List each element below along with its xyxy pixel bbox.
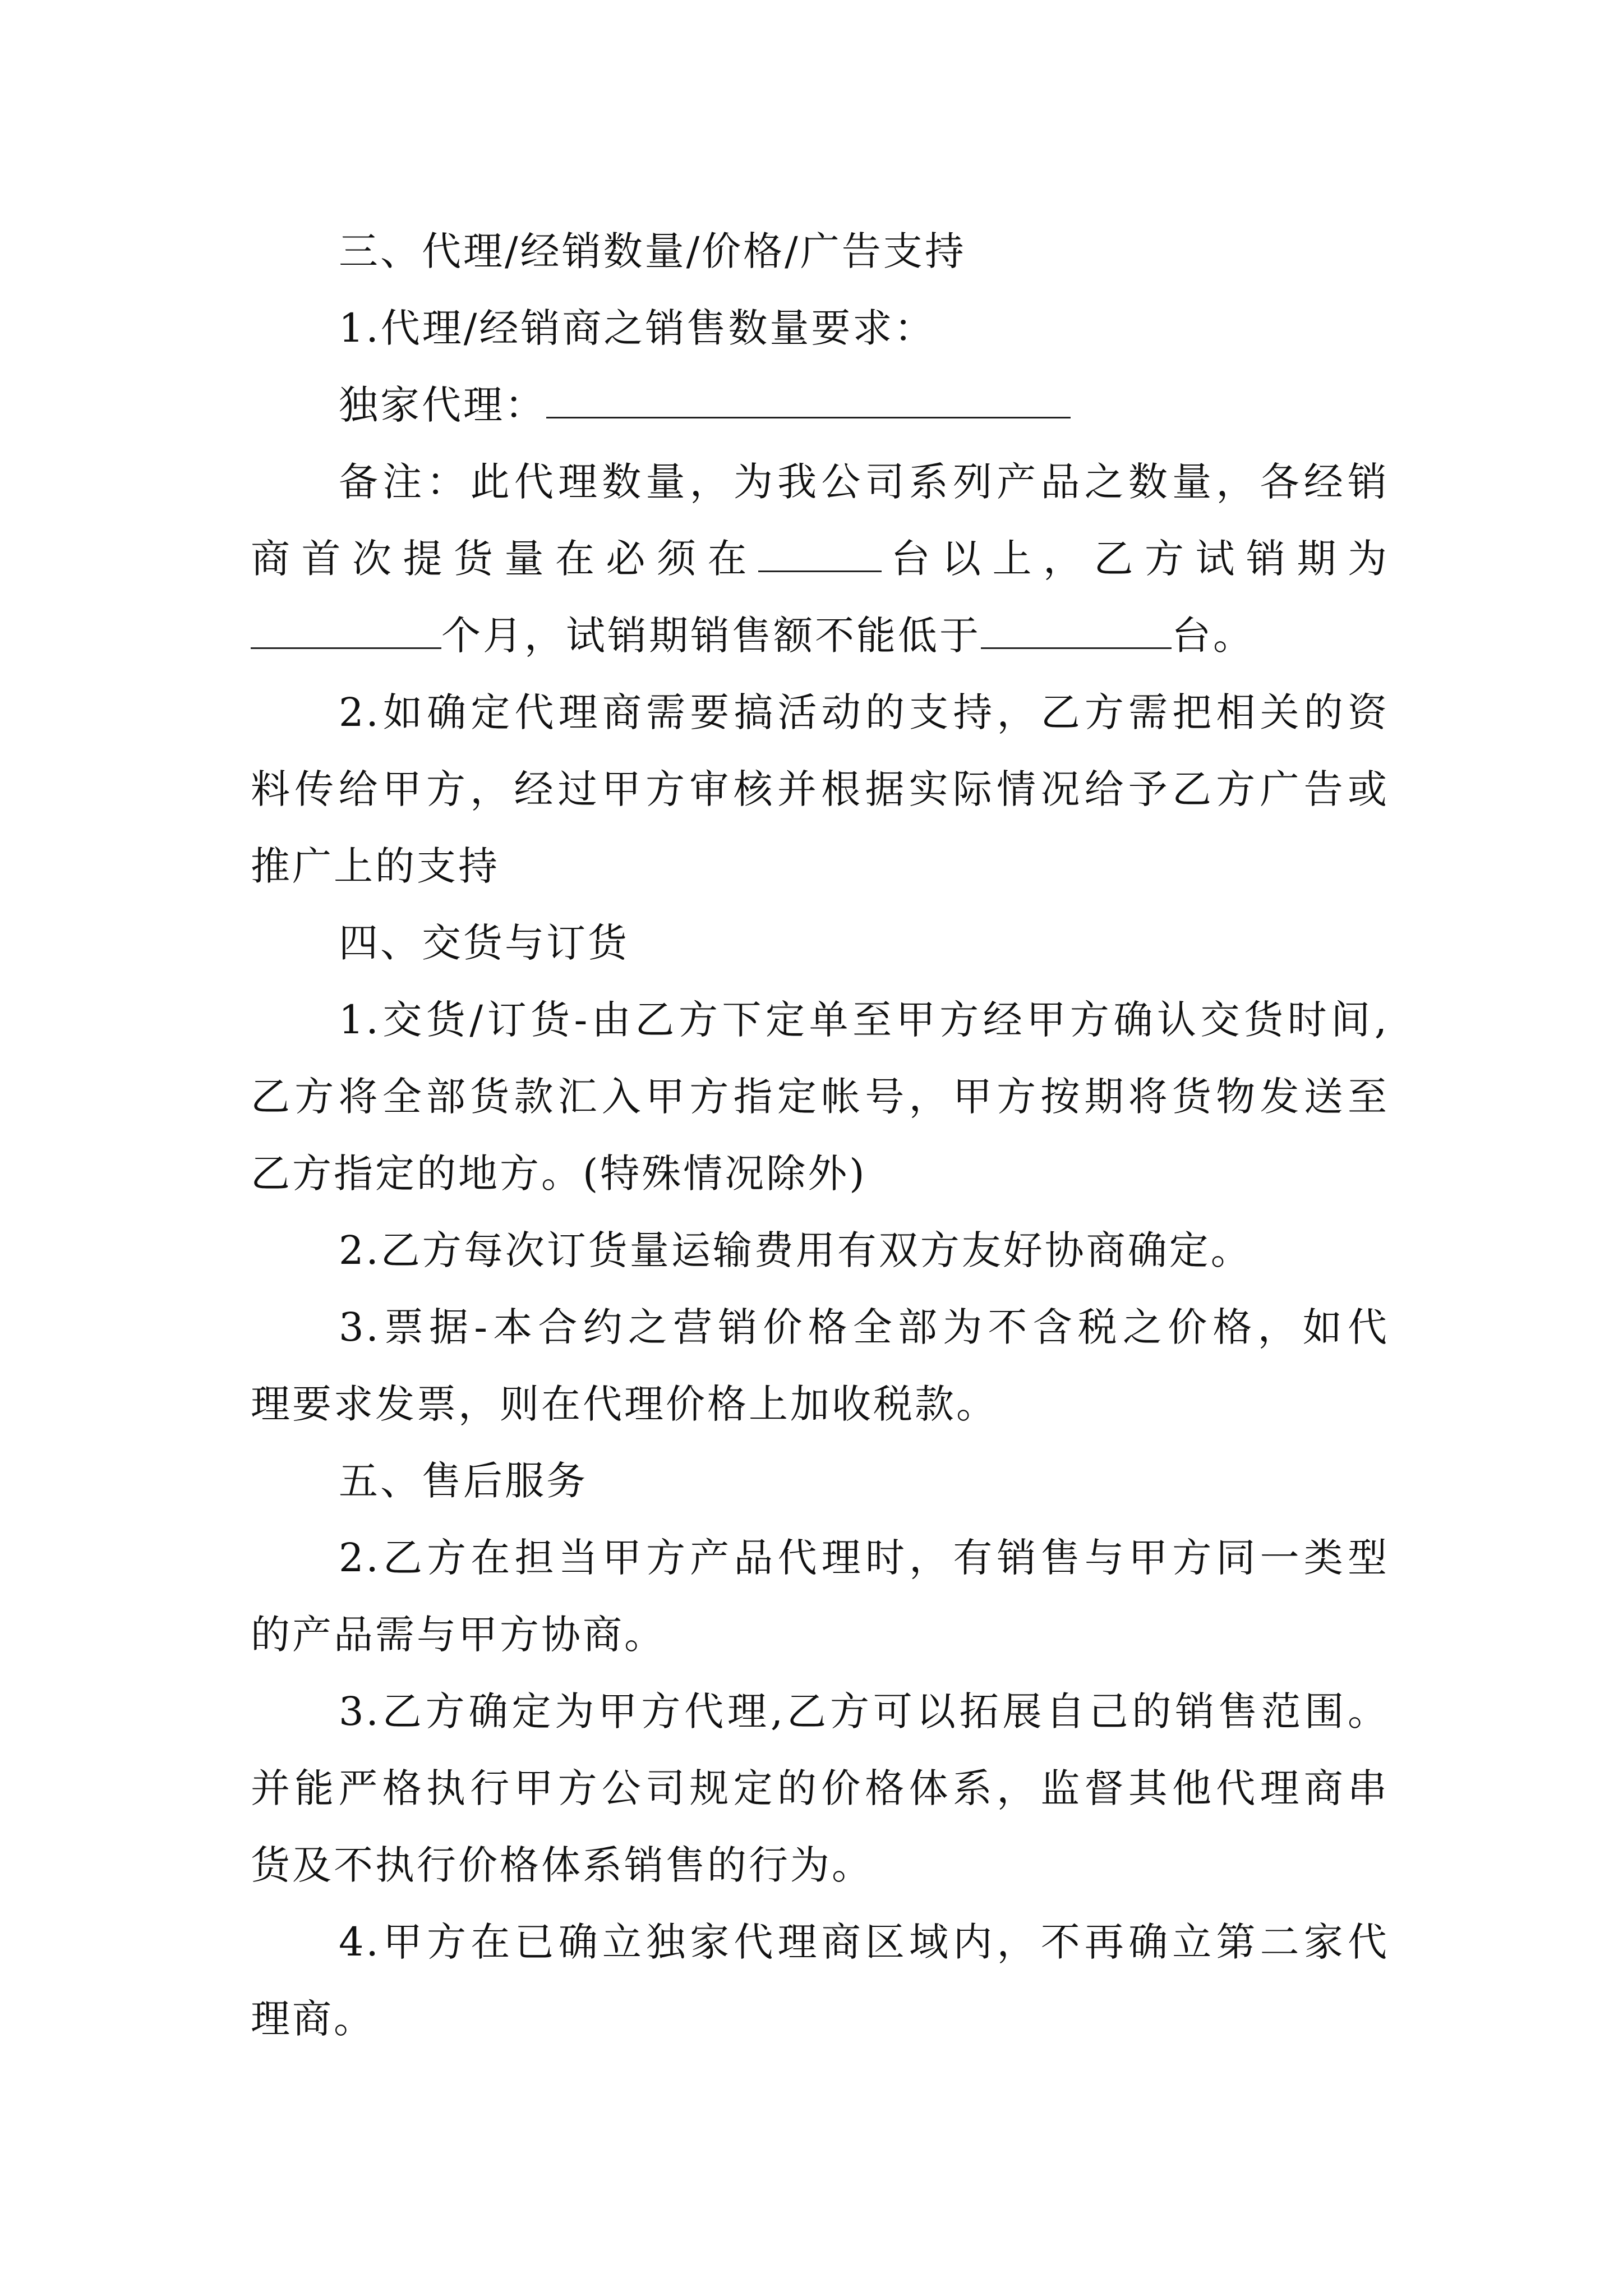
trial-sales-min-blank[interactable]: [981, 614, 1172, 649]
section-3-item-2-line-3: [251, 828, 1389, 905]
remark-line-3-text-a: 个月，试销期销售额不能低于: [441, 613, 981, 659]
remark-line-3-text-b: 台。: [1172, 613, 1255, 659]
section-5-item-3: [251, 1673, 1389, 1904]
first-order-qty-blank[interactable]: [758, 537, 882, 572]
section-3-item-2-line-2: [251, 751, 1389, 828]
section-4-item-1-line-3-text: 乙方指定的地方。(特殊情况除外): [251, 1151, 867, 1197]
section-3-item-1-text: 1.代理/经销商之销售数量要求：: [339, 305, 936, 351]
section-4-heading-text: 四、交货与订货: [339, 920, 629, 966]
section-4-item-2: [251, 1212, 1389, 1289]
section-4-item-3-line-1-text: 3.票据-本合约之营销价格全部为不含税之价格，如代: [339, 1304, 1389, 1350]
section-5-item-4-line-2-text: 理商。: [251, 1996, 375, 2042]
section-4-heading: [251, 905, 1389, 982]
section-4-item-1-line-2: [251, 1059, 1389, 1135]
section-5-item-3-line-3-text: 货及不执行价格体系销售的行为。: [251, 1842, 873, 1888]
section-5-item-3-line-1-text: 3.乙方确定为甲方代理,乙方可以拓展自己的销售范围。: [339, 1688, 1389, 1734]
section-4-item-2-text: 2.乙方每次订货量运输费用有双方友好协商确定。: [339, 1227, 1252, 1273]
trial-period-blank[interactable]: [251, 614, 441, 649]
remark-line-2-text-b: 台以上，乙方试销期为: [882, 536, 1389, 582]
remark-line-3: [251, 597, 1389, 674]
section-5-item-2-line-2-text: 的产品需与甲方协商。: [251, 1612, 666, 1658]
section-4-item-1-line-1: [251, 982, 1389, 1059]
section-5-item-3-line-1: [251, 1673, 1389, 1750]
section-4-item-3-line-2: [251, 1366, 1389, 1443]
section-5-item-2: [251, 1520, 1389, 1673]
section-3-item-1: [251, 290, 1389, 367]
section-3-heading: [251, 213, 1389, 290]
section-3-item-2-line-3-text: 推广上的支持: [251, 843, 500, 889]
section-5-item-2-line-1: [251, 1520, 1389, 1596]
remark-line-1-text: 备注：此代理数量，为我公司系列产品之数量，各经销: [339, 459, 1389, 505]
section-5-item-2-line-1-text: 2.乙方在担当甲方产品代理时，有销售与甲方同一类型: [339, 1535, 1389, 1581]
section-3-item-2-line-1-text: 2.如确定代理商需要搞活动的支持，乙方需把相关的资: [339, 689, 1389, 735]
section-5-item-4-line-1-text: 4.甲方在已确立独家代理商区域内，不再确立第二家代: [339, 1919, 1389, 1965]
section-4-item-3: [251, 1289, 1389, 1443]
section-3-item-2: [251, 674, 1389, 905]
section-5-item-3-line-2: [251, 1750, 1389, 1827]
section-4-item-1-line-2-text: 乙方将全部货款汇入甲方指定帐号，甲方按期将货物发送至: [251, 1074, 1389, 1120]
section-4-item-3-line-2-text: 理要求发票，则在代理价格上加收税款。: [251, 1381, 998, 1427]
section-5-item-4-line-2: [251, 1981, 1389, 2058]
section-5-item-4-line-1: [251, 1904, 1389, 1981]
section-3-item-2-line-1: [251, 674, 1389, 751]
section-5-item-2-line-2: [251, 1596, 1389, 1673]
section-4-item-1: [251, 982, 1389, 1212]
remark-line-1: [251, 444, 1389, 521]
remark-line-2: [251, 521, 1389, 597]
section-4-item-1-line-1-text: 1.交货/订货-由乙方下定单至甲方经甲方确认交货时间,: [339, 997, 1389, 1043]
section-3-heading-text: 三、代理/经销数量/价格/广告支持: [339, 228, 966, 274]
remark-line-2-text-a: 商首次提货量在必须在: [251, 536, 758, 582]
section-4-item-1-line-3: [251, 1135, 1389, 1212]
section-5-heading-text: 五、售后服务: [339, 1458, 588, 1504]
section-5-item-3-line-2-text: 并能严格执行甲方公司规定的价格体系，监督其他代理商串: [251, 1765, 1389, 1811]
exclusive-agent-line: [251, 367, 1389, 444]
remark-paragraph: [251, 444, 1389, 674]
exclusive-agent-label: 独家代理：: [339, 382, 546, 428]
exclusive-agent-blank[interactable]: [546, 383, 1071, 418]
section-5-item-3-line-3: [251, 1827, 1389, 1904]
section-5-item-4: [251, 1904, 1389, 2058]
section-4-item-3-line-1: [251, 1289, 1389, 1366]
section-3-item-2-line-2-text: 料传给甲方，经过甲方审核并根据实际情况给予乙方广告或: [251, 766, 1389, 812]
section-5-heading: [251, 1443, 1389, 1520]
document-body: [251, 213, 1389, 2058]
